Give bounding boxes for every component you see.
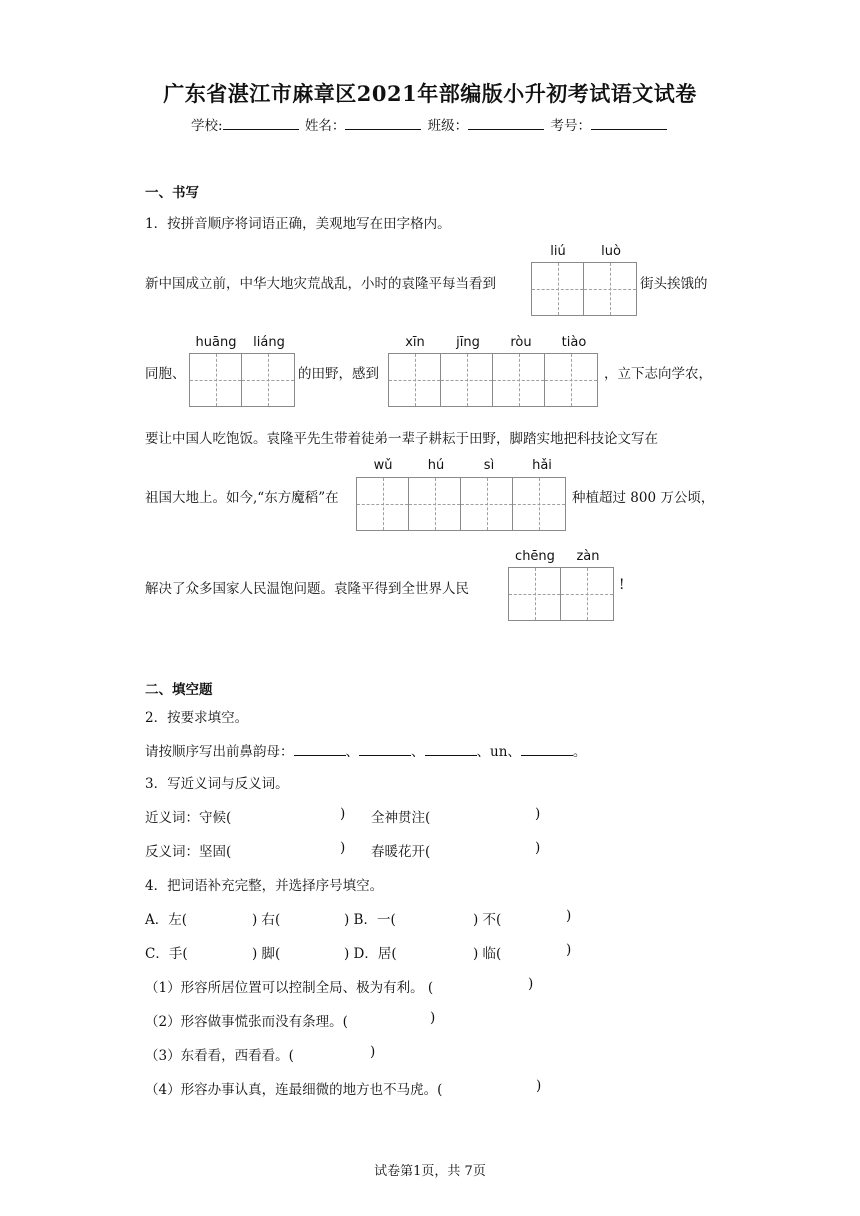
grid4-pinyin-3: sì xyxy=(483,458,495,473)
q1-line1-post: 街头挨饿的 xyxy=(640,276,708,292)
q3-ant-label: 反义词：坚固( xyxy=(145,844,232,860)
close-paren: ) xyxy=(536,1078,542,1094)
grid1-pinyin-1: liú xyxy=(550,244,566,259)
separator: 、 xyxy=(345,744,359,760)
q4-sub2: （2）形容做事慌张而没有条理。( xyxy=(145,1014,348,1030)
q2-prompt: 2．按要求填空。 xyxy=(145,710,249,726)
page-footer: 试卷第1页，共 7页 xyxy=(374,1164,486,1179)
q3-syn-label: 近义词：守候( xyxy=(145,810,232,826)
close-paren: ) xyxy=(340,806,346,822)
grid5-pinyin-2: zàn xyxy=(576,549,600,564)
q4-b2: ) 不( xyxy=(473,912,502,928)
grid-cell[interactable] xyxy=(389,354,441,406)
grid2-pinyin-1: huāng xyxy=(195,335,237,350)
class-field[interactable] xyxy=(468,116,544,130)
name-field[interactable] xyxy=(345,116,421,130)
q3-prompt: 3．写近义词与反义词。 xyxy=(145,776,289,792)
grid3-pinyin-2: jīng xyxy=(456,335,480,350)
tian-grid-1[interactable] xyxy=(531,262,637,316)
q2-line-pre: 请按顺序写出前鼻韵母： xyxy=(145,744,294,760)
q4-d2: ) 临( xyxy=(473,946,502,962)
grid3-pinyin-4: tiào xyxy=(561,335,587,350)
separator: 、 xyxy=(411,744,425,760)
q2-un: un xyxy=(490,744,508,760)
grid-cell[interactable] xyxy=(545,354,597,406)
grid-cell[interactable] xyxy=(584,263,636,315)
exam-title: 广东省湛江市麻章区2021年部编版小升初考试语文试卷 xyxy=(163,81,697,106)
grid-cell[interactable] xyxy=(357,478,409,530)
q4-a2: ) 右( xyxy=(252,912,281,928)
q4-prompt: 4．把词语补充完整，并选择序号填空。 xyxy=(145,878,384,894)
answer-blank[interactable] xyxy=(521,743,573,756)
separator: 、 xyxy=(507,744,521,760)
grid-cell[interactable] xyxy=(461,478,513,530)
q4-c: C．手( xyxy=(145,946,188,962)
answer-blank[interactable] xyxy=(359,743,411,756)
grid-cell[interactable] xyxy=(409,478,461,530)
q2-line xyxy=(145,740,586,760)
q3-ant-2: 春暖花开( xyxy=(371,844,431,860)
q1-line2-pre: 同胞、 xyxy=(145,366,186,382)
grid2-pinyin-2: liáng xyxy=(253,335,285,350)
grid-cell[interactable] xyxy=(441,354,493,406)
q4-sub4: （4）形容办事认真，连最细微的地方也不马虎。( xyxy=(145,1082,443,1098)
close-paren: ) xyxy=(340,840,346,856)
q4-sub3: （3）东看看，西看看。( xyxy=(145,1048,294,1064)
grid-cell[interactable] xyxy=(561,568,613,620)
tian-grid-5[interactable] xyxy=(508,567,614,621)
grid-cell[interactable] xyxy=(509,568,561,620)
q2-end: 。 xyxy=(572,744,587,760)
answer-blank[interactable] xyxy=(294,743,346,756)
grid4-pinyin-1: wǔ xyxy=(373,458,393,473)
section2-heading: 二、填空题 xyxy=(145,682,213,698)
close-paren: ) xyxy=(430,1010,436,1026)
grid4-pinyin-4: hǎi xyxy=(532,458,552,473)
q1-line3: 要让中国人吃饱饭。袁隆平先生带着徒弟一辈子耕耘于田野，脚踏实地把科技论文写在 xyxy=(145,431,658,447)
close-paren: ) xyxy=(535,806,541,822)
grid-cell[interactable] xyxy=(242,354,294,406)
section1-heading: 一、书写 xyxy=(145,185,199,201)
grid4-pinyin-2: hú xyxy=(427,458,445,473)
close-paren: ) xyxy=(566,908,572,924)
close-paren: ) xyxy=(535,840,541,856)
q1-line1-pre: 新中国成立前，中华大地灾荒战乱，小时的袁隆平每当看到 xyxy=(145,276,496,292)
grid5-pinyin-1: chēng xyxy=(515,549,555,564)
grid3-pinyin-1: xīn xyxy=(405,335,425,350)
q4-b: ) B．一( xyxy=(344,912,396,928)
grid-cell[interactable] xyxy=(493,354,545,406)
exam-no-field[interactable] xyxy=(591,116,667,130)
q4-d: ) D．居( xyxy=(344,946,397,962)
student-info-line xyxy=(0,114,860,134)
q1-prompt: 1．按拼音顺序将词语正确，美观地写在田字格内。 xyxy=(145,216,451,232)
grid-cell[interactable] xyxy=(513,478,565,530)
grid1-pinyin-2: luò xyxy=(601,244,621,259)
q1-line5-pre: 解决了众多国家人民温饱问题。袁隆平得到全世界人民 xyxy=(145,581,469,597)
exam-no-label: 考号： xyxy=(550,118,591,134)
q3-syn-2: 全神贯注( xyxy=(371,810,431,826)
q1-line4-pre: 祖国大地上。如今,“东方魔稻”在 xyxy=(145,490,339,506)
q1-line5-post: ! xyxy=(619,577,625,593)
q1-line4-post: 种植超过 800 万公顷， xyxy=(572,490,715,506)
q4-c2: ) 脚( xyxy=(252,946,281,962)
q4-a: A．左( xyxy=(145,912,188,928)
grid3-pinyin-3: ròu xyxy=(510,335,532,350)
tian-grid-3[interactable] xyxy=(388,353,598,407)
close-paren: ) xyxy=(370,1044,376,1060)
grid-cell[interactable] xyxy=(532,263,584,315)
tian-grid-4[interactable] xyxy=(356,477,566,531)
school-field[interactable] xyxy=(223,116,299,130)
grid-cell[interactable] xyxy=(190,354,242,406)
close-paren: ) xyxy=(566,942,572,958)
school-label: 学校: xyxy=(191,118,223,134)
q1-line2-mid: 的田野，感到 xyxy=(298,366,379,382)
q4-sub1: （1）形容所居位置可以控制全局、极为有利。 ( xyxy=(145,980,434,996)
close-paren: ) xyxy=(528,976,534,992)
class-label: 班级： xyxy=(427,118,469,134)
name-label: 姓名： xyxy=(304,118,346,134)
q1-line2-post: ，立下志向学农， xyxy=(604,366,712,382)
separator: 、 xyxy=(476,744,490,760)
tian-grid-2[interactable] xyxy=(189,353,295,407)
answer-blank[interactable] xyxy=(425,743,477,756)
